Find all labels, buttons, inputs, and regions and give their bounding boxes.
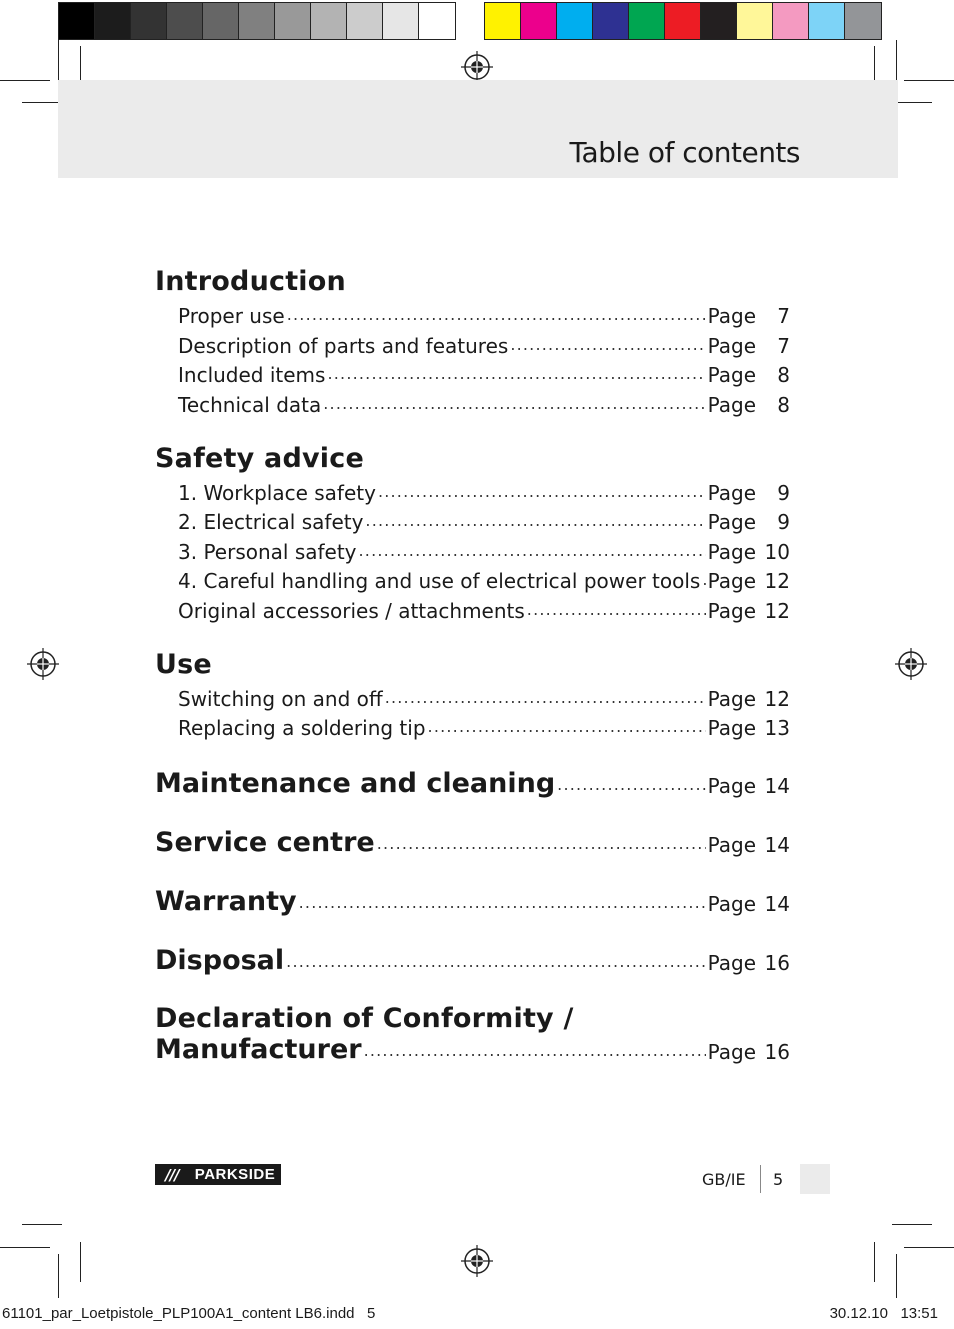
gray-swatch xyxy=(239,3,275,39)
print-slug-timestamp: 30.12.10 13:51 xyxy=(829,1305,938,1322)
gray-swatch xyxy=(419,3,455,39)
crop-mark xyxy=(22,102,60,103)
color-swatch xyxy=(521,3,557,39)
gray-swatch xyxy=(95,3,131,39)
color-swatch xyxy=(737,3,773,39)
registration-mark-icon xyxy=(27,648,59,680)
gray-color-bar xyxy=(58,2,456,40)
gray-swatch xyxy=(347,3,383,39)
gray-swatch xyxy=(311,3,347,39)
crop-mark xyxy=(22,1224,62,1225)
registration-mark-icon xyxy=(461,1245,493,1277)
toc-entry[interactable]: 4. Careful handling and use of electrical power tools ..... Page 12 xyxy=(178,565,790,593)
gray-swatch xyxy=(275,3,311,39)
page-title: Table of contents xyxy=(569,136,800,169)
crop-mark xyxy=(0,80,50,81)
crop-mark xyxy=(896,1254,897,1298)
toc-entry[interactable]: Original accessories / attachments ..... Page 12 xyxy=(178,595,790,623)
print-slug-filename: 61101_par_Loetpistole_PLP100A1_content LB6.indd 5 xyxy=(2,1305,376,1322)
section-heading-declaration: Declaration of Conformity / xyxy=(155,1003,574,1034)
registration-mark-icon xyxy=(895,648,927,680)
toc-entry[interactable]: 3. Personal safety ..... Page 10 xyxy=(178,536,790,564)
crop-mark xyxy=(904,80,954,81)
crop-mark xyxy=(904,1247,954,1248)
toc-entry-maintenance[interactable]: Maintenance and cleaning ..... Page 14 xyxy=(155,770,790,798)
crop-mark xyxy=(892,1224,932,1225)
footer-divider xyxy=(760,1165,761,1193)
toc-entry-declaration[interactable]: Manufacturer ..... Page 16 xyxy=(155,1036,790,1064)
toc-entry-service[interactable]: Service centre ..... Page 14 xyxy=(155,829,790,857)
toc-entry[interactable]: Technical data ..... Page 8 xyxy=(178,389,790,417)
toc-entry[interactable]: Switching on and off ..... Page 12 xyxy=(178,683,790,711)
toc-entry[interactable]: Replacing a soldering tip ..... Page 13 xyxy=(178,712,790,740)
gray-swatch xyxy=(59,3,95,39)
process-color-bar xyxy=(484,2,882,40)
language-code: GB/IE xyxy=(702,1170,746,1189)
section-heading-use: Use xyxy=(155,649,212,680)
toc-entry-warranty[interactable]: Warranty ..... Page 14 xyxy=(155,888,790,916)
gray-swatch xyxy=(383,3,419,39)
crop-mark xyxy=(874,1242,875,1282)
color-swatch xyxy=(773,3,809,39)
toc-entry-disposal[interactable]: Disposal ..... Page 16 xyxy=(155,947,790,975)
gray-swatch xyxy=(203,3,239,39)
crop-mark xyxy=(892,102,932,103)
toc-entry[interactable]: Proper use ..... Page 7 xyxy=(178,300,790,328)
toc-entry[interactable]: 2. Electrical safety ..... Page 9 xyxy=(178,506,790,534)
parkside-logo: /// PARKSIDE xyxy=(155,1164,281,1185)
gray-swatch xyxy=(131,3,167,39)
color-swatch xyxy=(665,3,701,39)
color-swatch xyxy=(485,3,521,39)
toc-entry[interactable]: 1. Workplace safety ..... Page 9 xyxy=(178,477,790,505)
footer-tab-box xyxy=(800,1164,830,1194)
crop-mark xyxy=(0,1247,50,1248)
color-swatch xyxy=(593,3,629,39)
gray-swatch xyxy=(167,3,203,39)
crop-mark xyxy=(58,1254,59,1298)
color-swatch xyxy=(629,3,665,39)
color-swatch xyxy=(701,3,737,39)
toc-entry[interactable]: Included items ..... Page 8 xyxy=(178,359,790,387)
toc-entry[interactable]: Description of parts and features ..... Page 7 xyxy=(178,330,790,358)
section-heading-introduction: Introduction xyxy=(155,266,346,297)
color-swatch xyxy=(557,3,593,39)
crop-mark xyxy=(80,1242,81,1282)
color-swatch xyxy=(809,3,845,39)
color-swatch xyxy=(845,3,881,39)
section-heading-safety: Safety advice xyxy=(155,443,364,474)
registration-mark-icon xyxy=(461,51,493,83)
page-number: 5 xyxy=(773,1170,784,1189)
